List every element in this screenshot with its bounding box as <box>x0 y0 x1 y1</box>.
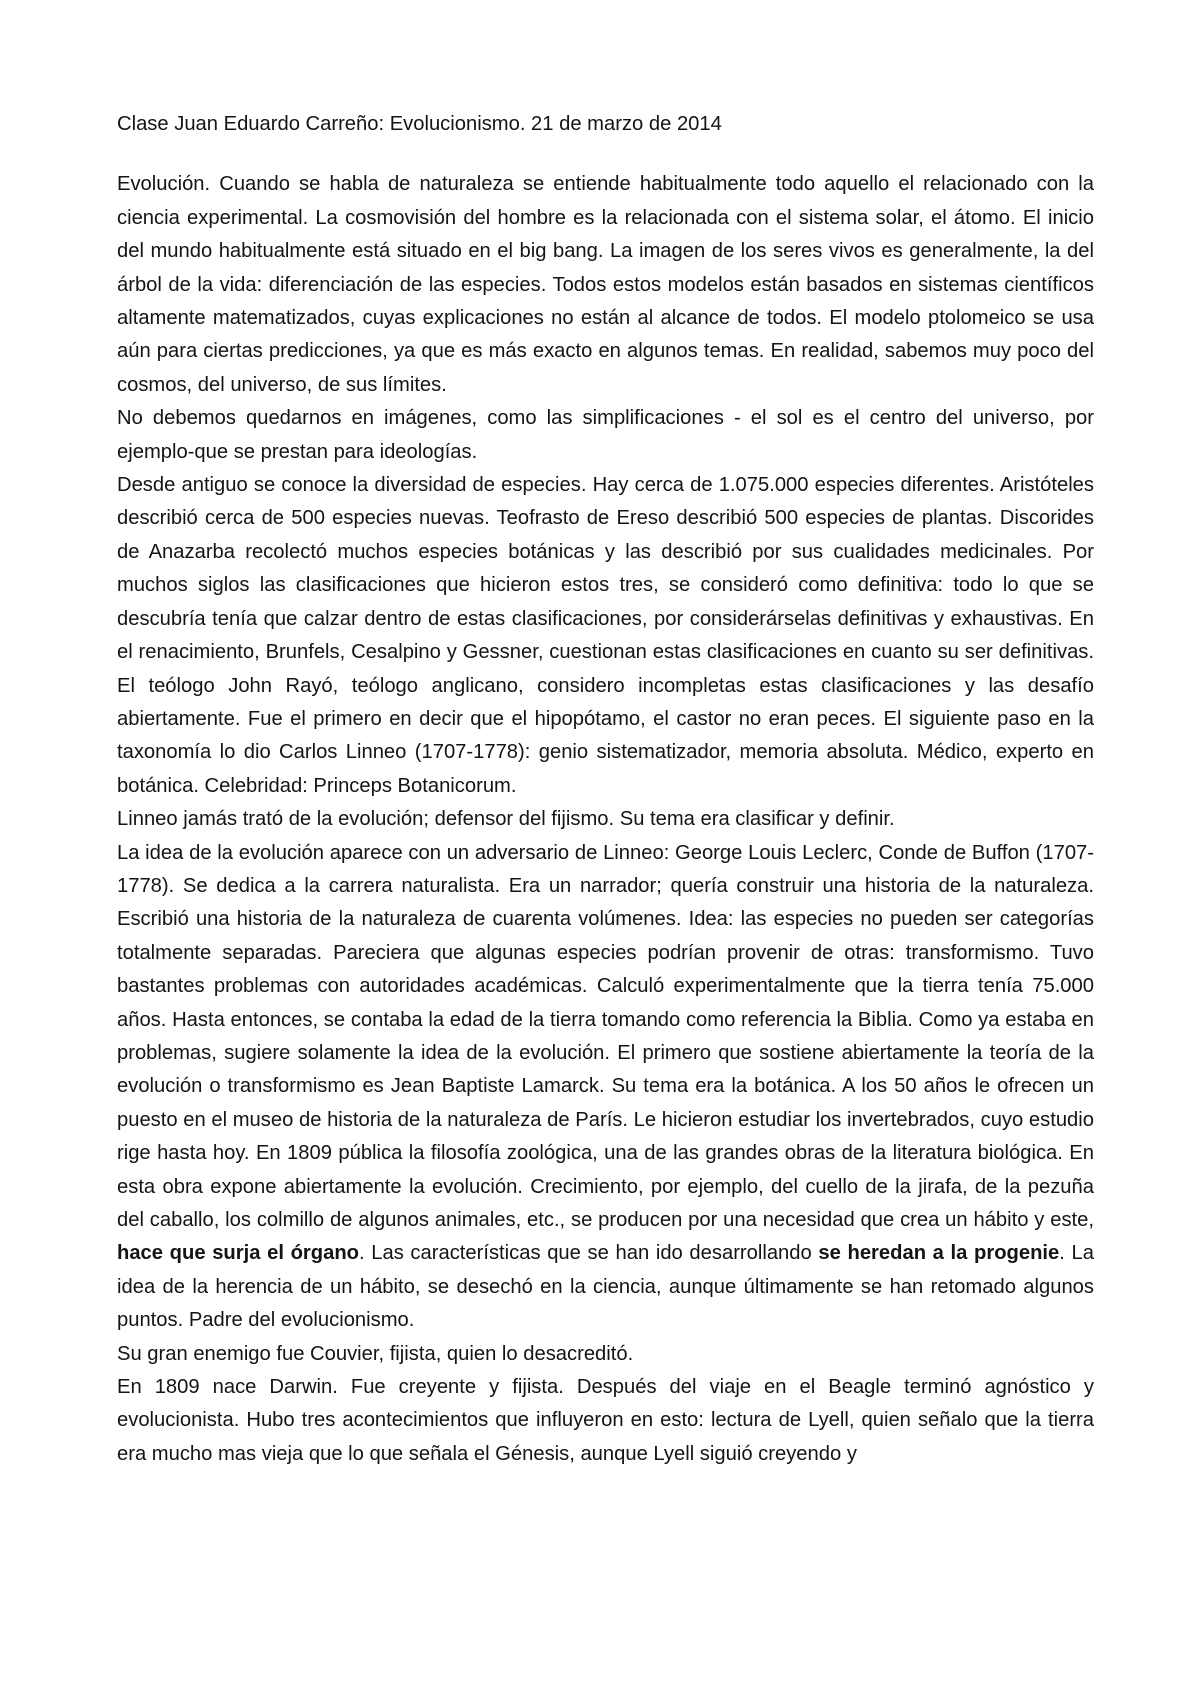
paragraph <box>117 168 1094 402</box>
paragraph <box>117 837 1094 1338</box>
paragraph-text: . La idea de la herencia de un hábito, se desechó en la ciencia, aunque últimamente se han retomado algunos puntos. Padre del evolucionismo. <box>117 1242 1094 1332</box>
paragraph-text: Desde antiguo se conoce la diversidad de especies. Hay cerca de 1.075.000 especies diferentes. Aristóteles describió cerca de 500 especies nuevas. Teofrasto de Ereso describió 500 especies de plantas. Discorides de Anazarba recolectó muchos especies botánicas y las describió por sus cualidades medicinales. Por muchos siglos las clasificaciones que hicieron estos tres, se consideró como definitiva: todo lo que se descubría tenía que calzar dentro de estas clasificaciones, por considerárselas definitivas y exhaustivas. En el renacimiento, Brunfels, Cesalpino y Gessner, cuestionan estas clasificaciones en cuanto su ser definitivas. El teólogo John Rayó, teólogo anglicano, considero incompletas estas clasificaciones y las desafío abiertamente. Fue el primero en decir que el hipopótamo, el castor no eran peces. El siguiente paso en la taxonomía lo dio Carlos Linneo (1707-1778): genio sistematizador, memoria absoluta. Médico, experto en botánica. Celebridad: Princeps Botanicorum. <box>117 474 1094 797</box>
paragraph <box>117 469 1094 803</box>
document-body <box>117 168 1094 1471</box>
paragraph <box>117 1338 1094 1371</box>
document-page <box>117 108 1094 1471</box>
paragraph-text: Evolución. Cuando se habla de naturaleza se entiende habitualmente todo aquello el relacionado con la ciencia experimental. La cosmovisión del hombre es la relacionada con el sistema solar, el átomo. El inicio del mundo habitualmente está situado en el big bang. La imagen de los seres vivos es generalmente, la del árbol de la vida: diferenciación de las especies. Todos estos modelos están basados en sistemas científicos altamente matematizados, cuyas explicaciones no están al alcance de todos. El modelo ptolomeico se usa aún para ciertas predicciones, ya que es más exacto en algunos temas. En realidad, sabemos muy poco del cosmos, del universo, de sus límites. <box>117 173 1094 396</box>
paragraph-text: En 1809 nace Darwin. Fue creyente y fijista. Después del viaje en el Beagle terminó agnóstico y evolucionista. Hubo tres acontecimientos que influyeron en esto: lectura de Lyell, quien señalo que la tierra era mucho mas vieja que lo que señala el Génesis, aunque Lyell siguió creyendo y <box>117 1376 1094 1465</box>
bold-text: se heredan a la progenie <box>818 1242 1060 1265</box>
paragraph-text: La idea de la evolución aparece con un adversario de Linneo: George Louis Leclerc, Conde de Buffon (1707-1778). Se dedica a la carrera naturalista. Era un narrador; quería construir una historia de la naturaleza. Escribió una historia de la naturaleza de cuarenta volúmenes. Idea: las especies no pueden ser categorías totalmente separadas. Pareciera que algunas especies podrían provenir de otras: transformismo. Tuvo bastantes problemas con autoridades académicas. Calculó experimentalmente que la tierra tenía 75.000 años. Hasta entonces, se contaba la edad de la tierra tomando como referencia la Biblia. Como ya estaba en problemas, sugiere solamente la idea de la evolución. El primero que sostiene abiertamente la teoría de la evolución o transformismo es Jean Baptiste Lamarck. Su tema era la botánica. A los 50 años le ofrecen un puesto en el museo de historia de la naturaleza de París. Le hicieron estudiar los invertebrados, cuyo estudio rige hasta hoy. En 1809 pública la filosofía zoológica, una de las grandes obras de la literatura biológica. En esta obra expone abiertamente la evolución. Crecimiento, por ejemplo, del cuello de la jirafa, de la pezuña del caballo, los colmillo de algunos animales, etc., se producen por una necesidad que crea un hábito y este, <box>117 841 1094 1231</box>
paragraph <box>117 402 1094 469</box>
bold-text: hace que surja el órgano <box>117 1242 359 1265</box>
paragraph-text: . Las características que se han ido desarrollando <box>358 1242 819 1265</box>
paragraph-text: Linneo jamás trató de la evolución; defensor del fijismo. Su tema era clasificar y definir. <box>117 808 895 831</box>
paragraph-text: No debemos quedarnos en imágenes, como las simplificaciones - el sol es el centro del universo, por ejemplo-que se prestan para ideologías. <box>117 407 1094 463</box>
paragraph <box>117 1371 1094 1471</box>
paragraph-text: Su gran enemigo fue Couvier, fijista, quien lo desacreditó. <box>117 1342 634 1365</box>
paragraph <box>117 803 1094 836</box>
document-title: Clase Juan Eduardo Carreño: Evolucionismo. 21 de marzo de 2014 <box>117 113 722 135</box>
